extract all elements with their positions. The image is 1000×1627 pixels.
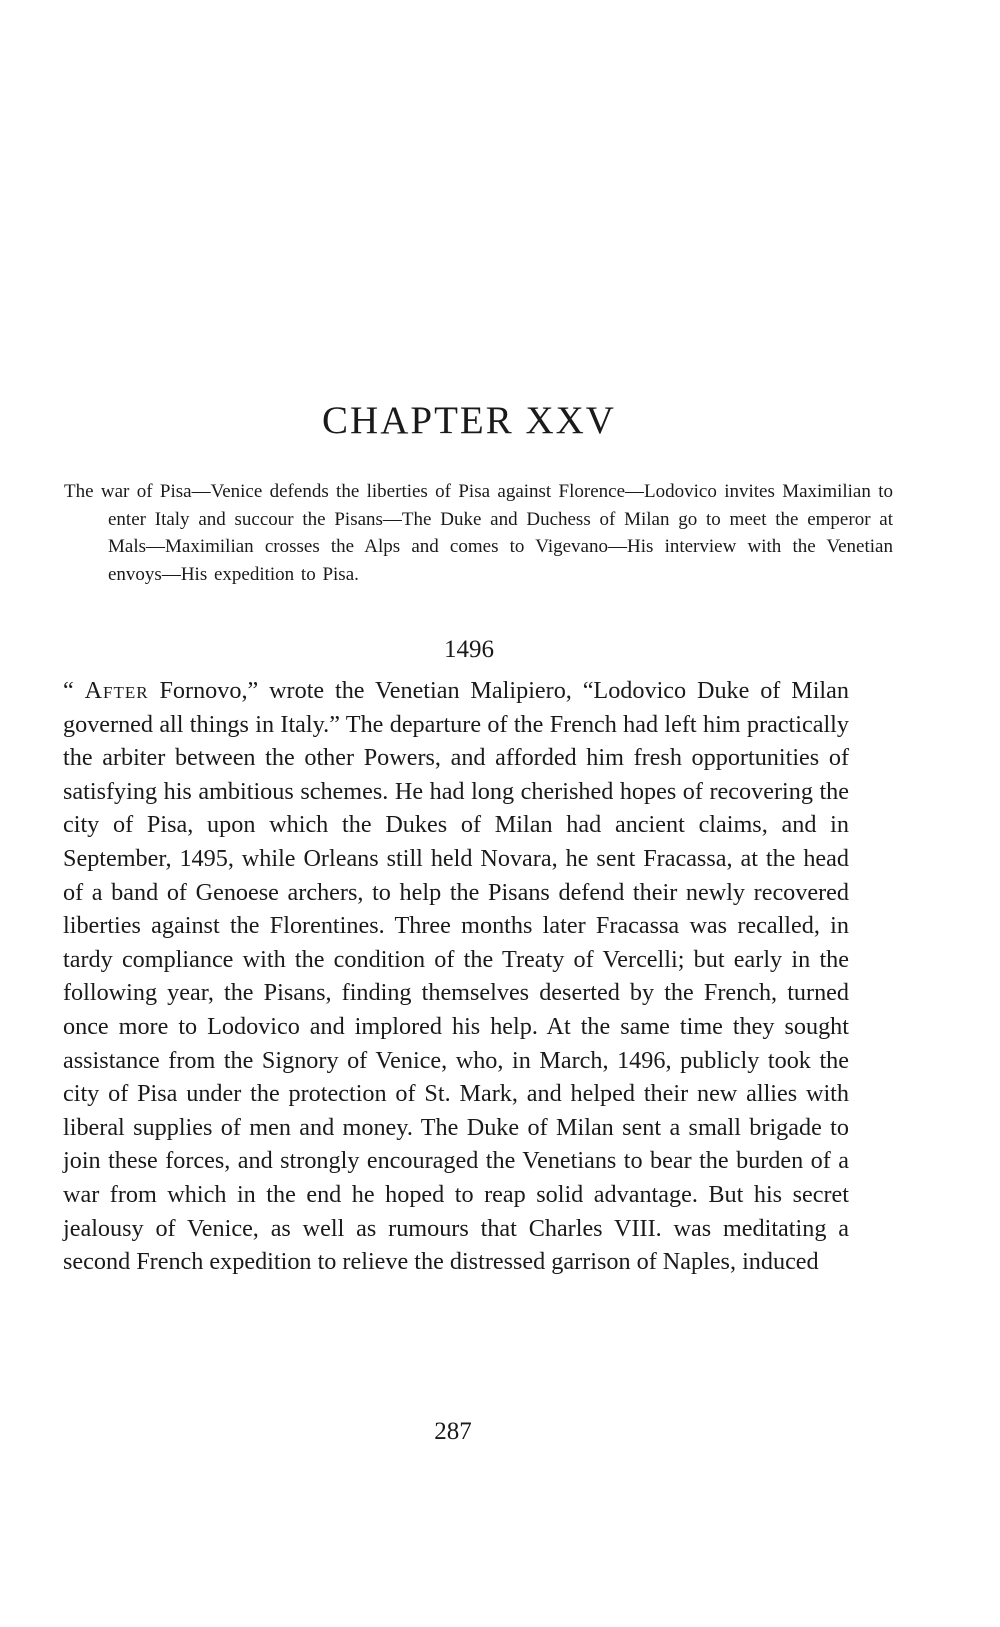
body-paragraph — [63, 674, 849, 1279]
year-heading: 1496 — [444, 636, 494, 663]
chapter-title: CHAPTER XXV — [322, 399, 616, 442]
lead-word: After — [84, 677, 149, 704]
body-text: Fornovo,” wrote the Venetian Malipiero, “Lodovico Duke of Milan governed all things in Italy.” The departure of the French had left him practically the arbiter between the other Powers, and afforded him fresh opportunities of satisfying his ambitious schemes. He had long cherished hopes of recovering the city of Pisa, upon which the Dukes of Milan had ancient claims, and in September, 1495, while Orleans still held Novara, he sent Fracassa, at the head of a band of Genoese archers, to help the Pisans defend their newly recovered liberties against the Florentines. Three months later Fracassa was recalled, in tardy compliance with the condition of the Treaty of Vercelli; but early in the following year, the Pisans, finding themselves deserted by the French, turned once more to Lodovico and implored his help. At the same time they sought assistance from the Signory of Venice, who, in March, 1496, publicly took the city of Pisa under the protection of St. Mark, and helped their new allies with liberal supplies of men and money. The Duke of Milan sent a small brigade to join these forces, and strongly encouraged the Venetians to bear the burden of a war from which in the end he hoped to reap solid advantage. But his secret jealousy of Venice, as well as rumours that Charles VIII. was meditating a second French expedition to relieve the distressed garrison of Naples, induced — [63, 677, 849, 1276]
opening-quote: “ — [63, 677, 85, 704]
chapter-summary: The war of Pisa—Venice defends the liberties of Pisa against Florence—Lodovico invites Maximilian to enter Italy and succour the Pisans—The Duke and Duchess of Milan go to meet the emperor at Mals—Maximilian crosses the Alps and comes to Vigevano—His interview with the Venetian envoys—His expedition to Pisa. — [64, 481, 893, 585]
page-number: 287 — [434, 1418, 472, 1445]
